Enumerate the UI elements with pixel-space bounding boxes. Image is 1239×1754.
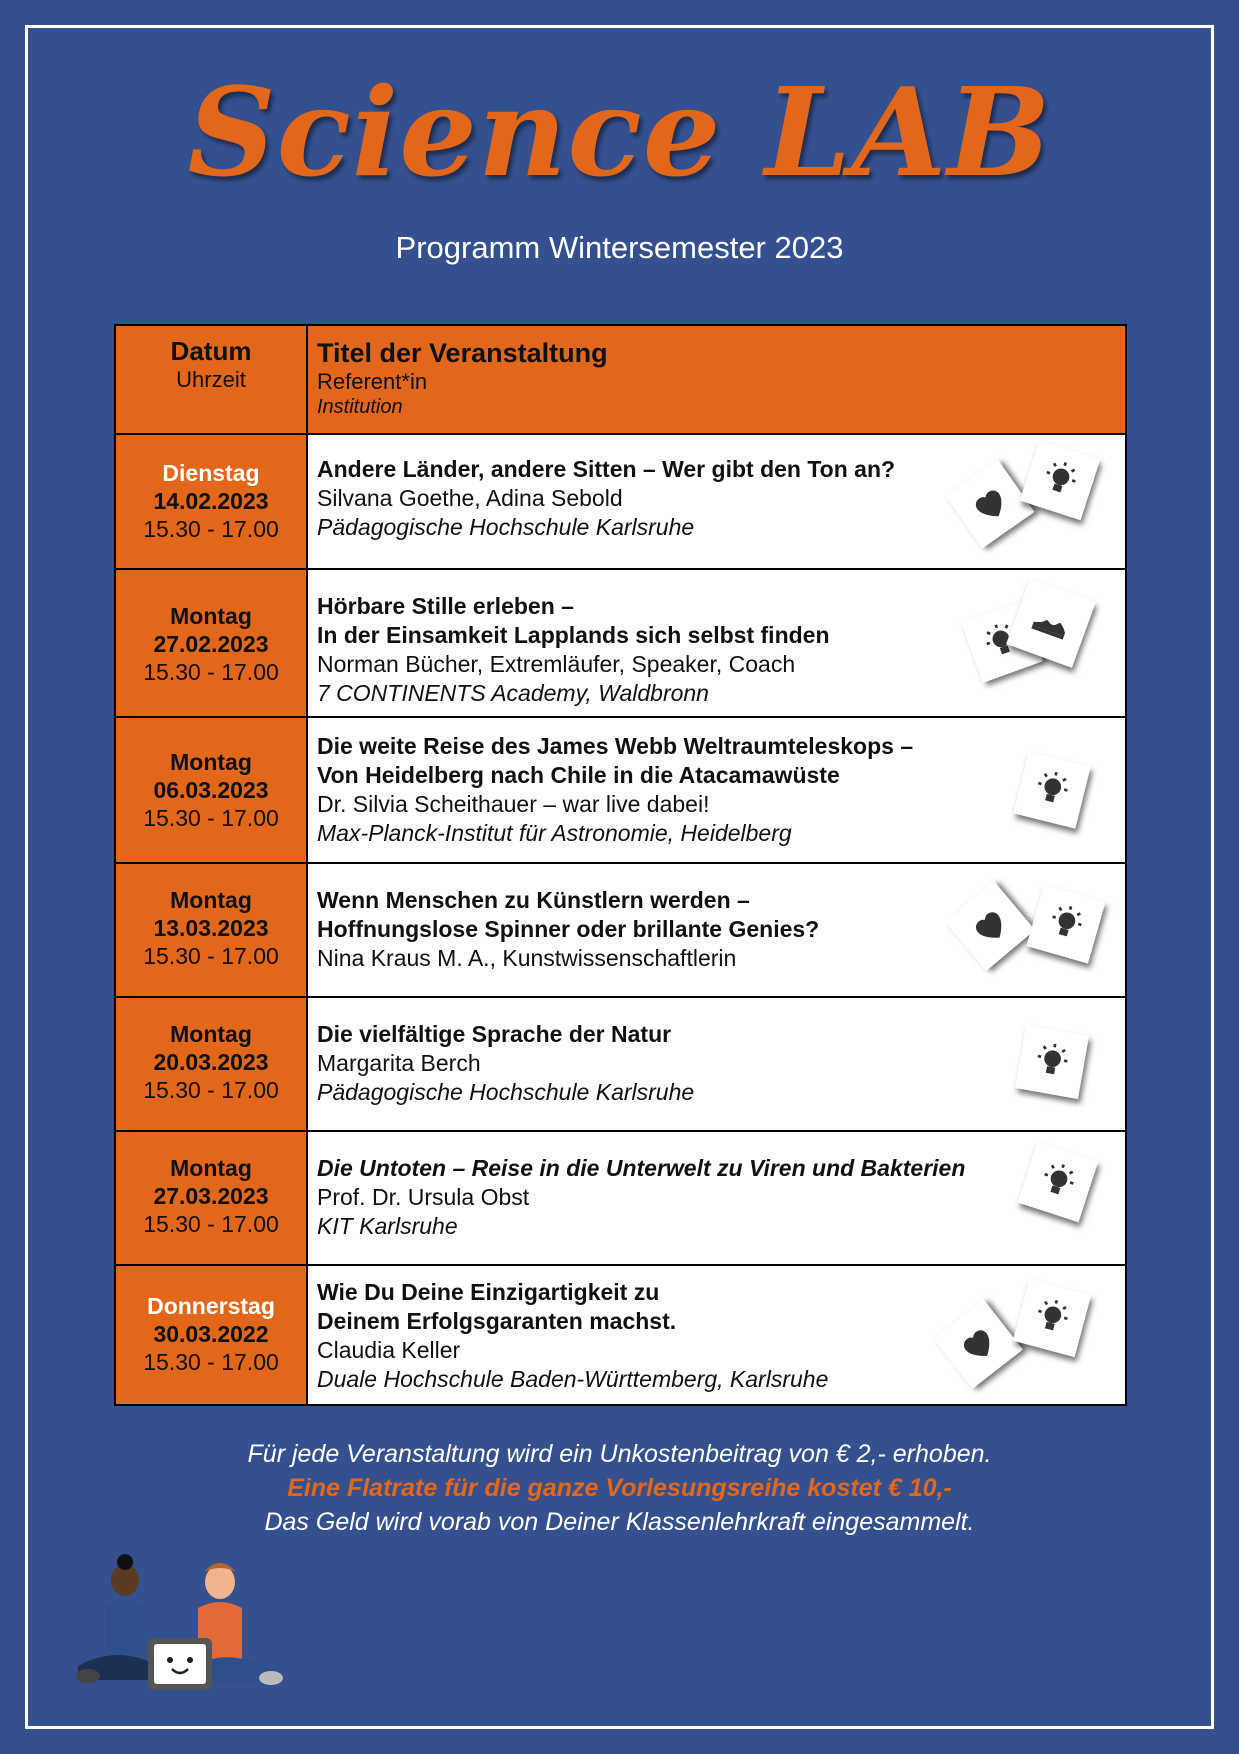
footer-notes [0,1437,1239,1539]
table-row [115,434,1126,569]
event-date: 30.03.2022 [153,1321,269,1347]
event-date: 27.03.2023 [153,1183,269,1209]
info-cell [307,434,1126,569]
event-speaker: Claudia Keller [317,1337,461,1363]
date-cell [115,434,307,569]
footer-line-collection: Das Geld wird vorab von Deiner Klassenlehrkraft eingesammelt. [264,1508,975,1536]
footer-line-fee: Für jede Veranstaltung wird ein Unkostenbeitrag von € 2,- erhoben. [247,1440,992,1468]
header-institution: Institution [317,396,403,418]
table-row [115,717,1126,863]
info-cell [307,863,1126,997]
header-referent: Referent*in [317,369,428,394]
event-day: Donnerstag [147,1293,275,1319]
footer-line-flatrate: Eine Flatrate für die ganze Vorlesungsreihe kostet € 10,- [287,1474,952,1502]
event-institution: Duale Hochschule Baden-Württemberg, Karlsruhe [317,1366,829,1392]
header-title: Titel der Veranstaltung [317,338,608,368]
date-cell [115,863,307,997]
table-row [115,1265,1126,1405]
date-cell [115,1265,307,1405]
event-day: Dienstag [162,460,260,486]
event-title-line-1: Wenn Menschen zu Künstlern werden – [317,887,750,913]
event-speaker: Nina Kraus M. A., Kunstwissenschaftlerin [317,945,737,971]
event-speaker: Silvana Goethe, Adina Sebold [317,485,623,511]
event-speaker: Dr. Silvia Scheithauer – war live dabei! [317,791,710,817]
event-time: 15.30 - 17.00 [143,943,279,969]
header-date-cell [115,325,307,434]
event-date: 14.02.2023 [153,488,269,514]
event-title: Die vielfältige Sprache der Natur [317,1021,672,1047]
header-datum: Datum [170,336,252,366]
event-institution: KIT Karlsruhe [317,1213,458,1239]
event-title-line-2: Deinem Erfolgsgaranten machst. [317,1308,677,1334]
date-cell [115,569,307,717]
event-speaker: Norman Bücher, Extremläufer, Speaker, Coach [317,651,796,677]
event-date: 27.02.2023 [153,631,269,657]
info-cell [307,997,1126,1131]
info-cell [307,1131,1126,1265]
event-title-line-2: Hoffnungslose Spinner oder brillante Genies? [317,916,820,942]
event-institution: Pädagogische Hochschule Karlsruhe [317,514,695,540]
date-cell [115,717,307,863]
event-title-line-1: Die weite Reise des James Webb Weltraumteleskops – [317,733,914,759]
page-subtitle: Programm Wintersemester 2023 [395,230,844,265]
event-speaker: Margarita Berch [317,1050,481,1076]
event-date: 20.03.2023 [153,1049,269,1075]
event-time: 15.30 - 17.00 [143,805,279,831]
event-title-line-1: Wie Du Deine Einzigartigkeit zu [317,1279,660,1305]
table-row [115,997,1126,1131]
program-table [114,324,1127,1406]
date-cell [115,997,307,1131]
event-time: 15.30 - 17.00 [143,1211,279,1237]
event-date: 06.03.2023 [153,777,269,803]
event-institution: Pädagogische Hochschule Karlsruhe [317,1079,695,1105]
event-speaker: Prof. Dr. Ursula Obst [317,1184,530,1210]
event-day: Montag [170,1021,252,1047]
date-cell [115,1131,307,1265]
event-title: Andere Länder, andere Sitten – Wer gibt den Ton an? [317,456,896,482]
event-title: Die Untoten – Reise in die Unterwelt zu Viren und Bakterien [317,1155,966,1181]
event-title-line-1: Hörbare Stille erleben – [317,593,574,619]
table-row [115,1131,1126,1265]
kids-with-tablet-illustration [68,1548,288,1698]
event-day: Montag [170,887,252,913]
event-date: 13.03.2023 [153,915,269,941]
header-uhrzeit: Uhrzeit [176,367,246,392]
header-info-cell [307,325,1126,434]
event-day: Montag [170,603,252,629]
table-row [115,569,1126,717]
event-time: 15.30 - 17.00 [143,659,279,685]
info-cell [307,717,1126,863]
event-institution: Max-Planck-Institut für Astronomie, Heidelberg [317,820,792,846]
table-row [115,863,1126,997]
event-institution: 7 CONTINENTS Academy, Waldbronn [317,680,709,706]
event-time: 15.30 - 17.00 [143,1077,279,1103]
event-time: 15.30 - 17.00 [143,516,279,542]
table-header-row [115,325,1126,434]
event-title-line-2: Von Heidelberg nach Chile in die Atacamawüste [317,762,840,788]
event-title-line-2: In der Einsamkeit Lapplands sich selbst finden [317,622,830,648]
info-cell [307,569,1126,717]
page-title: Science LAB [187,60,1052,204]
info-cell [307,1265,1126,1405]
event-day: Montag [170,1155,252,1181]
event-time: 15.30 - 17.00 [143,1349,279,1375]
event-day: Montag [170,749,252,775]
